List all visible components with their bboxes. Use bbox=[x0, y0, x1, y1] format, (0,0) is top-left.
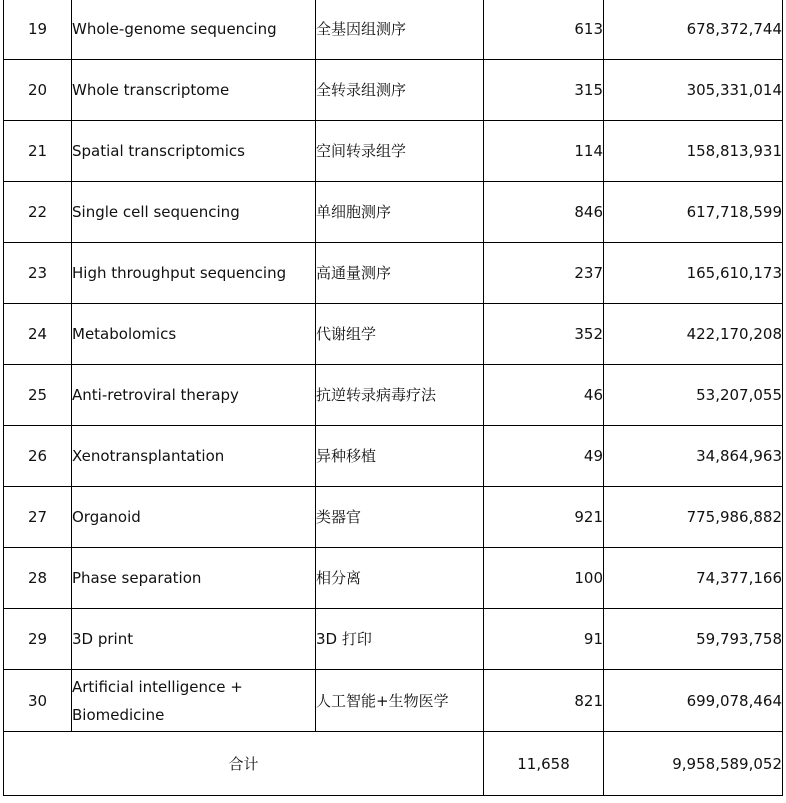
funding-amount: 59,793,758 bbox=[604, 609, 783, 670]
funding-amount: 775,986,882 bbox=[604, 487, 783, 548]
topic-english: Metabolomics bbox=[72, 304, 316, 365]
topic-chinese: 全转录组测序 bbox=[316, 60, 484, 121]
topic-chinese: 全基因组测序 bbox=[316, 0, 484, 60]
topic-english: Organoid bbox=[72, 487, 316, 548]
funding-amount: 422,170,208 bbox=[604, 304, 783, 365]
topic-chinese: 代谢组学 bbox=[316, 304, 484, 365]
project-count: 114 bbox=[484, 121, 604, 182]
row-number: 23 bbox=[4, 243, 72, 304]
table-row bbox=[4, 243, 783, 304]
topic-chinese: 相分离 bbox=[316, 548, 484, 609]
topic-chinese: 3D 打印 bbox=[316, 609, 484, 670]
project-count: 100 bbox=[484, 548, 604, 609]
topic-chinese: 单细胞测序 bbox=[316, 182, 484, 243]
project-count: 821 bbox=[484, 670, 604, 732]
topic-english: 3D print bbox=[72, 609, 316, 670]
table-row bbox=[4, 0, 783, 60]
table-row bbox=[4, 365, 783, 426]
table-row bbox=[4, 304, 783, 365]
row-number: 22 bbox=[4, 182, 72, 243]
funding-amount: 165,610,173 bbox=[604, 243, 783, 304]
total-label: 合计 bbox=[4, 732, 484, 796]
table-row bbox=[4, 182, 783, 243]
topic-chinese: 人工智能+生物医学 bbox=[316, 670, 484, 732]
funding-amount: 617,718,599 bbox=[604, 182, 783, 243]
row-number: 20 bbox=[4, 60, 72, 121]
table-row bbox=[4, 487, 783, 548]
row-number: 29 bbox=[4, 609, 72, 670]
topic-english: Anti-retroviral therapy bbox=[72, 365, 316, 426]
topic-english: Whole-genome sequencing bbox=[72, 0, 316, 60]
project-count: 613 bbox=[484, 0, 604, 60]
funding-amount: 53,207,055 bbox=[604, 365, 783, 426]
topic-english: High throughput sequencing bbox=[72, 243, 316, 304]
topic-chinese: 抗逆转录病毒疗法 bbox=[316, 365, 484, 426]
total-row bbox=[4, 732, 783, 796]
topic-english: Artificial intelligence + Biomedicine bbox=[72, 670, 316, 732]
topic-english: Single cell sequencing bbox=[72, 182, 316, 243]
topic-english: Spatial transcriptomics bbox=[72, 121, 316, 182]
table-row bbox=[4, 60, 783, 121]
project-count: 237 bbox=[484, 243, 604, 304]
total-count: 11,658 bbox=[484, 732, 604, 796]
project-count: 352 bbox=[484, 304, 604, 365]
total-amount: 9,958,589,052 bbox=[604, 732, 783, 796]
table-row bbox=[4, 426, 783, 487]
project-count: 46 bbox=[484, 365, 604, 426]
row-number: 19 bbox=[4, 0, 72, 60]
project-count: 846 bbox=[484, 182, 604, 243]
topic-chinese: 高通量测序 bbox=[316, 243, 484, 304]
table-row bbox=[4, 609, 783, 670]
project-count: 49 bbox=[484, 426, 604, 487]
topic-chinese: 类器官 bbox=[316, 487, 484, 548]
row-number: 26 bbox=[4, 426, 72, 487]
row-number: 21 bbox=[4, 121, 72, 182]
row-number: 30 bbox=[4, 670, 72, 732]
topic-english: Whole transcriptome bbox=[72, 60, 316, 121]
funding-amount: 158,813,931 bbox=[604, 121, 783, 182]
funding-amount: 74,377,166 bbox=[604, 548, 783, 609]
table-row bbox=[4, 670, 783, 732]
row-number: 27 bbox=[4, 487, 72, 548]
funding-amount: 34,864,963 bbox=[604, 426, 783, 487]
row-number: 25 bbox=[4, 365, 72, 426]
funding-amount: 305,331,014 bbox=[604, 60, 783, 121]
row-number: 24 bbox=[4, 304, 72, 365]
topic-english: Xenotransplantation bbox=[72, 426, 316, 487]
topic-english: Phase separation bbox=[72, 548, 316, 609]
topic-chinese: 异种移植 bbox=[316, 426, 484, 487]
project-count: 921 bbox=[484, 487, 604, 548]
row-number: 28 bbox=[4, 548, 72, 609]
table-row bbox=[4, 548, 783, 609]
funding-amount: 678,372,744 bbox=[604, 0, 783, 60]
project-count: 315 bbox=[484, 60, 604, 121]
topic-chinese: 空间转录组学 bbox=[316, 121, 484, 182]
funding-table bbox=[3, 0, 783, 796]
funding-amount: 699,078,464 bbox=[604, 670, 783, 732]
project-count: 91 bbox=[484, 609, 604, 670]
table-row bbox=[4, 121, 783, 182]
